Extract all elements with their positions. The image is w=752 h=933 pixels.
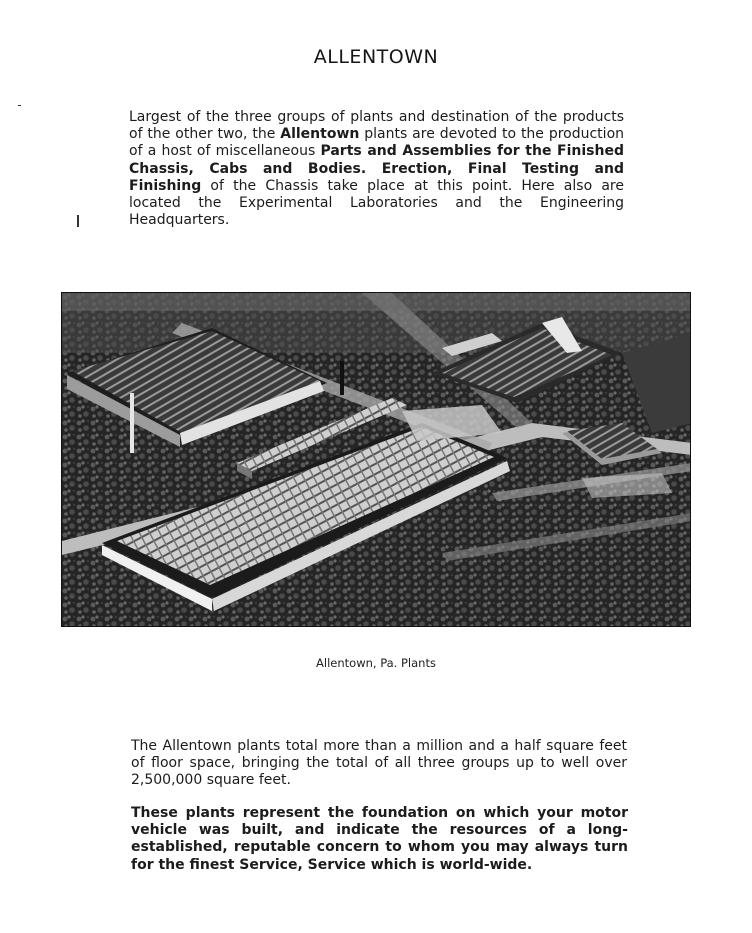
intro-bold-allentown: Allentown [280,126,360,143]
intro-paragraph [129,109,624,229]
closing-paragraph: These plants represent the foundation on which your motor vehicle was built, and indicate the resources of a long-established, reputable concern to whom you may always turn for the finest Service, Service which is world-wide. [131,805,628,873]
page-title: ALLENTOWN [313,46,439,68]
margin-speck [77,215,79,227]
floor-space-paragraph: The Allentown plants total more than a million and a half square feet of floor space, bringing the total of all three groups up to well over 2,500,000 square feet. [131,738,627,789]
intro-bold-parts: Parts and Assemblies for the Finished Chassis, Cabs and Bodies. Erection, Final Testing and Finishing [129,143,624,194]
aerial-plant-photo [61,292,691,627]
intro-text-2: plants are devoted to the production of a host of miscellaneous [129,126,625,160]
intro-text-3: of the Chassis take place at this point. Here also are located the Experimental Laboratories and the Engineering Headquarters. [129,177,624,229]
intro-text-1: Largest of the three groups of plants and destination of the products of the other two, the [129,109,624,143]
margin-speck [18,105,21,106]
photo-caption: Allentown, Pa. Plants [316,656,436,670]
